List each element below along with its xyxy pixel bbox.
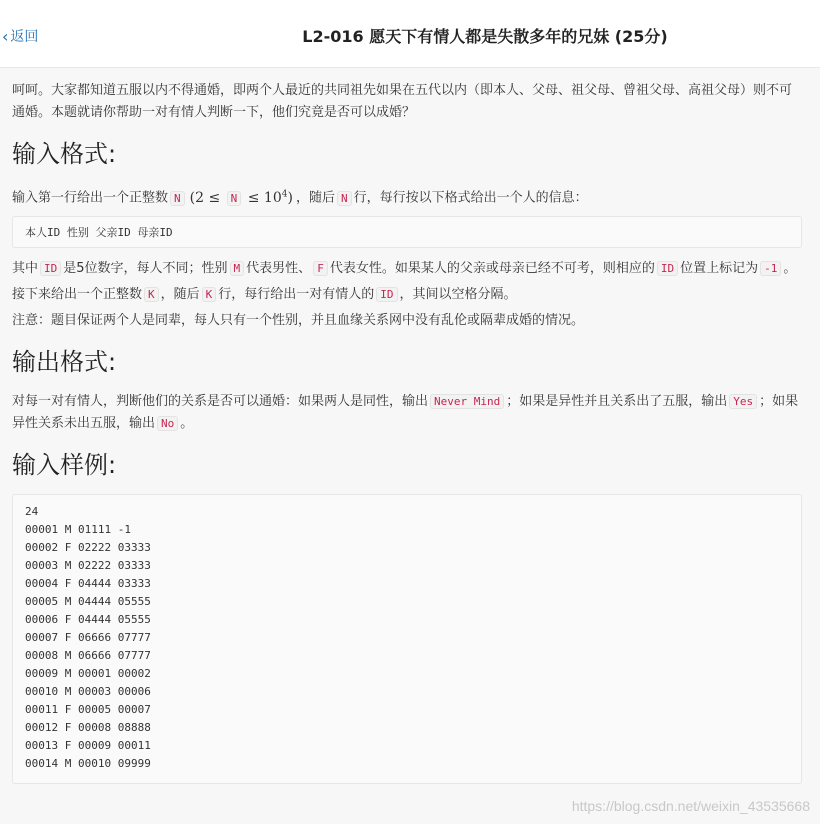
page-title: L2-016 愿天下有情人都是失散多年的兄妹 (25分)	[302, 27, 668, 46]
top-bar	[0, 0, 820, 68]
output-format-heading: 输出格式:	[12, 347, 117, 376]
sample-line: 00002 F 02222 03333	[25, 540, 151, 554]
sample-line: 00008 M 06666 07777	[25, 648, 151, 662]
sample-line: 00001 M 01111 -1	[25, 522, 131, 536]
sample-line: 00003 M 02222 03333	[25, 558, 151, 572]
sample-line: 00012 F 00008 08888	[25, 720, 151, 734]
sample-input-heading: 输入样例:	[12, 450, 117, 479]
input-line-1: 输入第一行给出一个正整数 N $(2 \le N \le 10^4)$ ，随后 N 行，每行按以下格式给出一个人的信息：	[12, 189, 588, 206]
watermark: https://blog.csdn.net/weixin_43535668	[571, 798, 810, 814]
math-range: $(2 \le N \le 10^4)$	[189, 189, 293, 206]
problem-content	[12, 80, 802, 784]
back-label: 返回	[10, 29, 39, 45]
input-format-code: 本人ID 性别 父亲ID 母亲ID	[12, 216, 802, 248]
sample-line: 00004 F 04444 03333	[25, 576, 151, 590]
sample-line: 00006 F 04444 05555	[25, 612, 151, 626]
sample-line: 00009 M 00001 00002	[25, 666, 151, 680]
sample-line: 00005 M 04444 05555	[25, 594, 151, 608]
input-line-2: 其中 ID 是5位数字，每人不同；性别 M 代表男性、 F 代表女性。如果某人的父亲或母亲已经不可考，则相应的 ID 位置上标记为 -1 。	[12, 260, 797, 276]
input-format-heading: 输入格式:	[12, 140, 117, 168]
code-n: N	[170, 191, 185, 206]
sample-line: 00013 F 00009 00011	[25, 738, 151, 752]
sample-line: 00010 M 00003 00006	[25, 684, 151, 698]
sample-line: 00011 F 00005 00007	[25, 702, 151, 716]
input-line-3: 接下来给出一个正整数 K ，随后 K 行，每行给出一对有情人的 ID ，其间以空格分隔。	[12, 286, 517, 302]
input-line-4: 注意：题目保证两个人是同辈，每人只有一个性别，并且血缘关系网中没有乱伦或隔辈成婚的情况。	[12, 312, 585, 328]
sample-line: 24	[25, 504, 39, 518]
chevron-left-icon: ‹	[2, 26, 9, 46]
sample-line: 00007 F 06666 07777	[25, 630, 151, 644]
output-paragraph: 对每一对有情人，判断他们的关系是否可以通婚：如果两人是同性，输出 Never Mind ；如果是异性并且关系出了五服，输出 Yes ；如果异性关系未出五服，输出 No 。	[12, 393, 799, 431]
sample-input-code	[12, 494, 802, 784]
intro-paragraph: 呵呵。大家都知道五服以内不得通婚，即两个人最近的共同祖先如果在五代以内（即本人、父母、祖父母、曾祖父母、高祖父母）则不可通婚。本题就请你帮助一对有情人判断一下，他们究竟是否可以成婚？	[12, 83, 793, 120]
sample-line: 00014 M 00010 09999	[25, 756, 151, 770]
